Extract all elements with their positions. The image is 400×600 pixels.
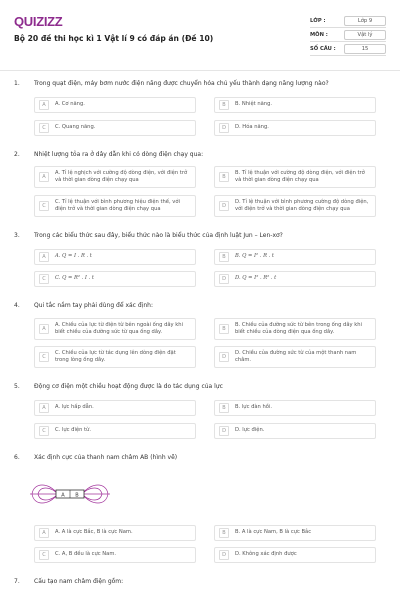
question-text: Nhiệt lượng tỏa ra ở dây dẫn khi có dòng điện chạy qua: — [34, 151, 204, 158]
option-c[interactable] — [34, 346, 196, 368]
option-letter: D — [219, 274, 229, 284]
option-letter: D — [219, 550, 229, 560]
option-letter: C — [39, 352, 49, 362]
option-text: A. Chiều của lực từ điện từ bên ngoài ống dây khi biết chiều của đường sức từ qua ống dây. — [55, 321, 184, 335]
option-letter: C — [39, 274, 49, 284]
question-text: Trong quạt điện, máy bơm nước điện năng được chuyển hóa chủ yếu thành dạng năng lượng nào? — [34, 80, 329, 87]
option-text: B. Nhiệt năng. — [235, 101, 273, 108]
question-number: 3. — [14, 232, 20, 239]
option-letter: A — [39, 172, 49, 182]
option-b[interactable] — [214, 166, 376, 188]
option-letter: D — [219, 201, 229, 211]
option-letter: C — [39, 426, 49, 436]
option-c[interactable] — [34, 547, 196, 563]
question-text: Động cơ điện một chiều hoạt động được là do tác dụng của lực — [34, 383, 223, 390]
option-text: D. Chiều của đường sức từ của một thanh nam châm. — [235, 349, 357, 363]
option-text: A. Q = I . R . t — [55, 253, 92, 260]
option-text: C. Chiều của lực từ tác dụng lên dòng điện đặt trong lòng ống dây. — [55, 349, 176, 363]
option-text: B. Chiều của đường sức từ bên trong ống dây khi biết chiều của dòng điện qua ống dây. — [235, 321, 362, 335]
question-number: 7. — [14, 578, 20, 585]
question-text: Xác định cực của thanh nam châm AB (hình vẽ) — [34, 454, 178, 461]
option-text: B. Tỉ lệ thuận với cường độ dòng điện, với điện trở và thời gian dòng điện chạy qua — [235, 169, 365, 183]
option-text: B. Q = I² . R . t — [235, 253, 275, 260]
option-letter: B — [219, 252, 229, 262]
header-divider — [0, 70, 400, 71]
option-text: C. lực điện từ. — [55, 427, 91, 434]
quizizz-logo: QUIZIZZ — [14, 14, 63, 29]
option-letter: C — [39, 550, 49, 560]
option-letter: A — [39, 100, 49, 110]
question-number: 2. — [14, 151, 20, 158]
option-a[interactable] — [34, 318, 196, 340]
option-letter: A — [39, 403, 49, 413]
page-title: Bộ 20 đề thi học kì 1 Vật lí 9 có đáp án (Đề 10) — [14, 34, 214, 43]
meta-box — [310, 14, 386, 56]
meta-value: Lớp 9 — [344, 16, 386, 26]
option-letter: D — [219, 123, 229, 133]
option-letter: A — [39, 324, 49, 334]
option-d[interactable] — [214, 547, 376, 563]
option-letter: B — [219, 528, 229, 538]
meta-key: MÔN : — [310, 31, 328, 38]
option-text: D. Q = I² . R² . t — [235, 275, 277, 282]
option-b[interactable] — [214, 525, 376, 541]
option-a[interactable] — [34, 249, 196, 265]
option-b[interactable] — [214, 400, 376, 416]
magnet-label-a: A — [61, 492, 65, 499]
option-text: C. A, B đều là cực Nam. — [55, 551, 117, 558]
option-d[interactable] — [214, 195, 376, 217]
option-d[interactable] — [214, 346, 376, 368]
meta-row-grade — [310, 14, 386, 28]
option-text: A. Tỉ lệ nghịch với cường độ dòng điện, với điện trở và thời gian dòng điện chạy qua — [55, 169, 188, 183]
option-text: B. lực đàn hồi. — [235, 404, 273, 411]
meta-key: SỐ CÂU : — [310, 45, 336, 52]
meta-row-count — [310, 42, 386, 56]
option-text: C. Q = R² . I . t — [55, 275, 94, 282]
option-letter: D — [219, 426, 229, 436]
option-letter: D — [219, 352, 229, 362]
option-text: D. Hóa năng. — [235, 124, 269, 131]
option-text: A. lực hấp dẫn. — [55, 404, 94, 411]
option-letter: B — [219, 172, 229, 182]
question-number: 6. — [14, 454, 20, 461]
option-letter: C — [39, 123, 49, 133]
question-number: 5. — [14, 383, 20, 390]
question-text: Cấu tạo nam châm điện gồm: — [34, 578, 124, 585]
option-text: C. Tỉ lệ thuận với bình phương hiệu điện thế, với điện trở và thời gian dòng điện chạy qua — [55, 198, 180, 212]
option-letter: B — [219, 100, 229, 110]
option-text: D. Tỉ lệ thuận với bình phương cường độ dòng điện, với điện trở và thời gian dòng điện chạy qua — [235, 198, 369, 212]
option-d[interactable] — [214, 423, 376, 439]
meta-value: Vật lý — [344, 30, 386, 40]
option-text: C. Quang năng. — [55, 124, 96, 131]
option-text: A. Cơ năng. — [55, 101, 85, 108]
header — [14, 14, 386, 66]
option-letter: B — [219, 403, 229, 413]
option-a[interactable] — [34, 166, 196, 188]
meta-value: 15 — [344, 44, 386, 54]
option-b[interactable] — [214, 249, 376, 265]
option-letter: B — [219, 324, 229, 334]
question-number: 1. — [14, 80, 20, 87]
option-d[interactable] — [214, 120, 376, 136]
option-letter: A — [39, 528, 49, 538]
option-b[interactable] — [214, 97, 376, 113]
option-text: D. Không xác định được — [235, 551, 297, 558]
meta-key: LỚP : — [310, 17, 326, 24]
option-a[interactable] — [34, 400, 196, 416]
option-c[interactable] — [34, 195, 196, 217]
option-letter: C — [39, 201, 49, 211]
option-b[interactable] — [214, 318, 376, 340]
bar-magnet-figure — [30, 480, 110, 508]
question-number: 4. — [14, 302, 20, 309]
option-letter: A — [39, 252, 49, 262]
option-a[interactable] — [34, 525, 196, 541]
option-d[interactable] — [214, 271, 376, 287]
option-c[interactable] — [34, 120, 196, 136]
question-text: Qui tắc nắm tay phải dùng để xác định: — [34, 302, 153, 309]
option-a[interactable] — [34, 97, 196, 113]
option-c[interactable] — [34, 423, 196, 439]
option-c[interactable] — [34, 271, 196, 287]
meta-row-subject — [310, 28, 386, 42]
question-text: Trong các biểu thức sau đây, biểu thức nào là biểu thức của định luật Jun – Len-xơ? — [34, 232, 283, 239]
option-text: B. A là cực Nam, B là cực Bắc — [235, 529, 312, 536]
option-text: D. lực điện. — [235, 427, 265, 434]
option-text: A. A là cực Bắc, B là cực Nam. — [55, 529, 133, 536]
magnet-label-b: B — [75, 492, 79, 499]
